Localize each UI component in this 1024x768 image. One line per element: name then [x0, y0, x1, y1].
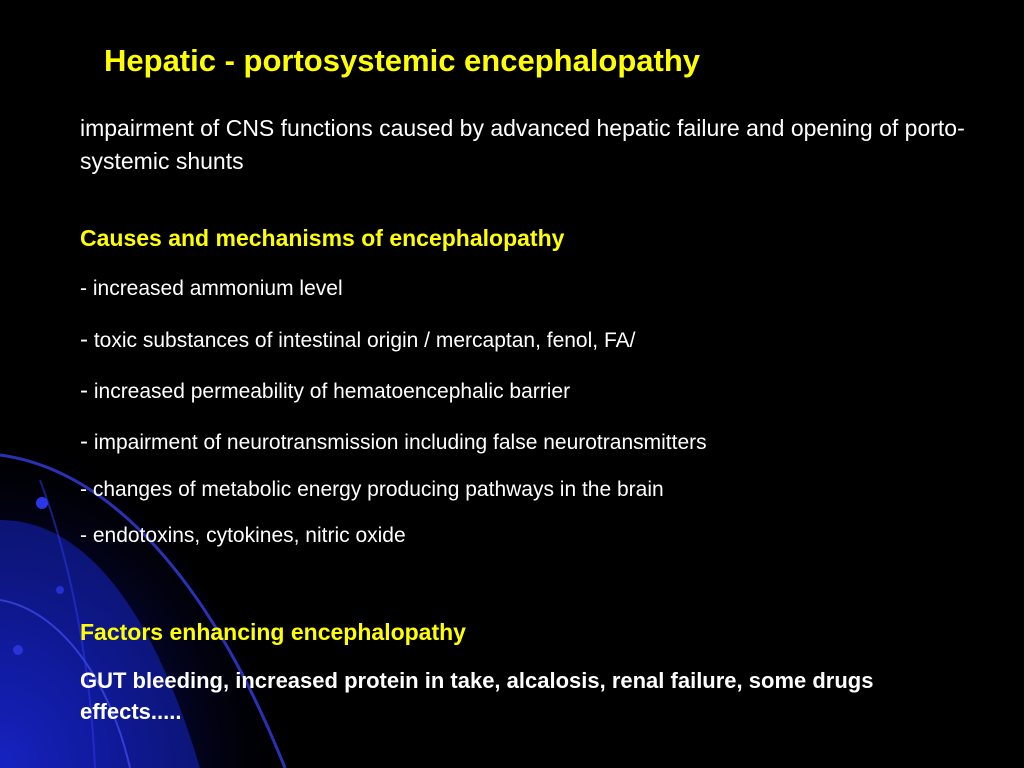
cause-item [80, 277, 343, 301]
cause-item [80, 478, 664, 502]
dash-bullet: - [80, 377, 88, 404]
causes-heading: Causes and mechanisms of encephalopathy [80, 225, 565, 251]
slide-title: Hepatic - portosystemic encephalopathy [104, 43, 701, 78]
dash-bullet: - [80, 478, 87, 501]
cause-item [80, 377, 570, 405]
dash-bullet: - [80, 277, 87, 300]
cause-text: increased permeability of hematoencephalic barrier [93, 380, 571, 403]
cause-text: impairment of neurotransmission including false neurotransmitters [93, 431, 707, 454]
cause-item [80, 326, 635, 354]
dash-bullet: - [80, 428, 88, 455]
cause-item [80, 524, 406, 548]
cause-text: toxic substances of intestinal origin / mercaptan, fenol, FA/ [93, 329, 636, 352]
cause-text: changes of metabolic energy producing pathways in the brain [92, 478, 664, 501]
dash-bullet: - [80, 326, 88, 353]
cause-text: increased ammonium level [92, 277, 343, 300]
factors-heading: Factors enhancing encephalopathy [80, 619, 466, 645]
factors-text: GUT bleeding, increased protein in take, alcalosis, renal failure, some drugs effects..... [80, 668, 874, 724]
dash-bullet: - [80, 524, 87, 547]
cause-item [80, 428, 707, 456]
intro-text: impairment of CNS functions caused by advanced hepatic failure and opening of porto-systemic shunts [80, 115, 965, 174]
cause-text: endotoxins, cytokines, nitric oxide [92, 524, 406, 547]
